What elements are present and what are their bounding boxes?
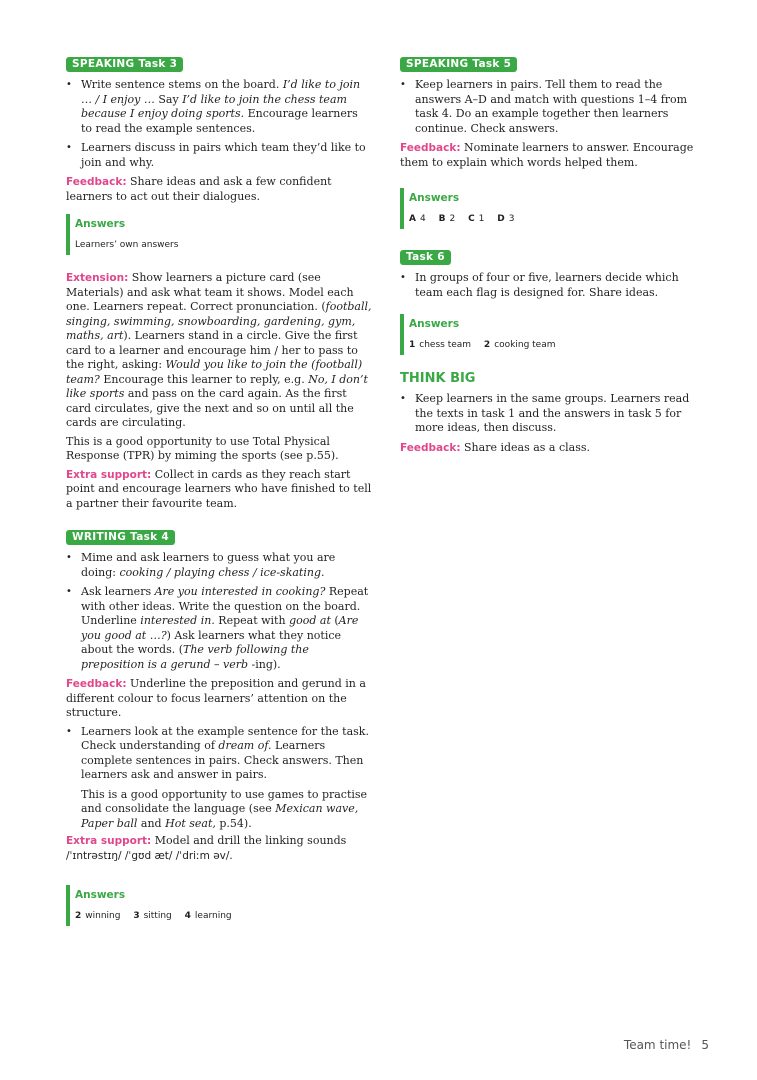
answer-item: D 3 [497,214,515,224]
answers-list [409,339,706,351]
answer-item: 2 cooking team [483,340,556,350]
speaking-task-5-answers-box [400,188,706,229]
writing-task-4-bullet-1: • Mime and ask learners to guess what you are doing: cooking / playing chess / ice-skating. [66,551,372,580]
games-paragraph: This is a good opportunity to use games to practise and consolidate the language (see Mexican wave, Paper ball and Hot seat, p.54). [81,787,368,830]
think-big-heading: THINK BIG [400,371,476,386]
speaking-task-5-bullet-1: • Keep learners in pairs. Tell them to read the answers A–D and match with questions 1–4 from task 4. Do an example together then learners continue. Check answers. [400,78,706,136]
answer-item: C 1 [468,214,485,224]
task-6-list [400,271,706,300]
right-column [400,52,706,469]
answers-list [75,910,372,922]
writing-task-4-bullet-2: • Ask learners Are you interested in cooking? Repeat with other ideas. Write the question on the board. Underline interested in. Repeat with good at (Are you good at …?) Ask learners what they notice about the words. (The verb following the preposition is a gerund – verb -ing). [66,585,372,672]
speaking-task-3-section [66,52,372,511]
think-big-section [400,371,706,455]
page-footer [624,1038,709,1052]
speaking-task-3-list [66,78,372,170]
task-6-label: Task 6 [400,250,451,265]
writing-task-4-answers-box [66,885,372,926]
speaking-task-3-bullet-2: • Learners discuss in pairs which team they’d like to join and why. [66,141,372,170]
answer-item: B 2 [438,214,456,224]
answers-title: Answers [75,889,126,901]
answers-title: Answers [409,318,460,330]
answer-item: 1 chess team [409,340,472,350]
speaking-task-3-answers-box [66,214,372,255]
task-6-bullet-1: • In groups of four or five, learners decide which team each flag is designed for. Share ideas. [400,271,706,300]
speaking-task-5-feedback: Feedback: Nominate learners to answer. Encourage them to explain which words helped them. [400,141,694,169]
answer-item: 3 sitting [133,911,172,921]
answers-title: Answers [409,192,460,204]
speaking-task-5-list [400,78,706,136]
think-big-list [400,392,706,436]
tpr-paragraph: This is a good opportunity to use Total Physical Response (TPR) by miming the sports (see p.55). [66,434,339,462]
answer-item: 2 winning [75,911,121,921]
ipa-transcriptions: /ˈɪntrəstɪŋ/ /ˈgʊd æt/ /ˈdriːm əv/. [66,849,233,862]
think-big-bullet-1: • Keep learners in the same groups. Learners read the texts in task 1 and the answers in task 5 for more ideas, then discuss. [400,392,706,436]
answers-list [409,213,706,225]
page-number: 5 [701,1038,709,1052]
answers-text: Learners’ own answers [75,240,179,250]
answer-item: 4 learning [184,911,232,921]
think-big-feedback: Feedback: Share ideas as a class. [400,440,591,454]
speaking-task-3-bullet-1: • Write sentence stems on the board. I’d like to join … / I enjoy … Say I’d like to join the chess team because I enjoy doing sports. Encourage learners to read the example sentences. [66,78,372,136]
writing-task-4-list-1 [66,551,372,672]
footer-title: Team time! [623,1038,692,1052]
speaking-task-3-label: SPEAKING Task 3 [66,57,183,72]
answer-item: A 4 [409,214,426,224]
writing-task-4-label: WRITING Task 4 [66,530,175,545]
writing-task-4-list-2 [66,725,372,783]
answers-title: Answers [75,218,126,230]
left-column [66,52,372,942]
writing-task-4-section [66,525,372,926]
task-6-answers-box [400,314,706,355]
task-6-section [400,245,706,355]
speaking-task-3-feedback: Feedback: Share ideas and ask a few confident learners to act out their dialogues. [66,175,332,203]
writing-task-4-bullet-3: • Learners look at the example sentence for the task. Check understanding of dream of. Learners complete sentences in pairs. Check answers. Then learners ask and answer in pairs. [66,725,372,783]
speaking-task-5-section [400,52,706,229]
writing-task-4-extra-support: Extra support: Model and drill the linking sounds /ˈɪntrəstɪŋ/ /ˈgʊd æt/ /ˈdriːm əv/. [66,834,347,862]
speaking-task-3-extra-support: Extra support: Collect in cards as they reach start point and encourage learners who have finished to tell a partner their favourite team. [66,467,372,510]
speaking-task-5-label: SPEAKING Task 5 [400,57,517,72]
extension-paragraph: Extension: Show learners a picture card (see Materials) and ask what team it shows. Model each one. Learners repeat. Correct pronunciation. (football, singing, swimming, snowboarding, gardening, gym, maths, art). Learners stand in a circle. Give the first card to a learner and encourage him / her to pass to the right, asking: Would you like to join the (football) team? Encourage this learner to reply, e.g. No, I don’t like sports and pass on the card again. As the first card circulates, give the next and so on until all the cards are circulating. [66,271,372,429]
writing-task-4-feedback: Feedback: Underline the preposition and gerund in a different colour to focus learners’ attention on the structure. [66,677,366,719]
